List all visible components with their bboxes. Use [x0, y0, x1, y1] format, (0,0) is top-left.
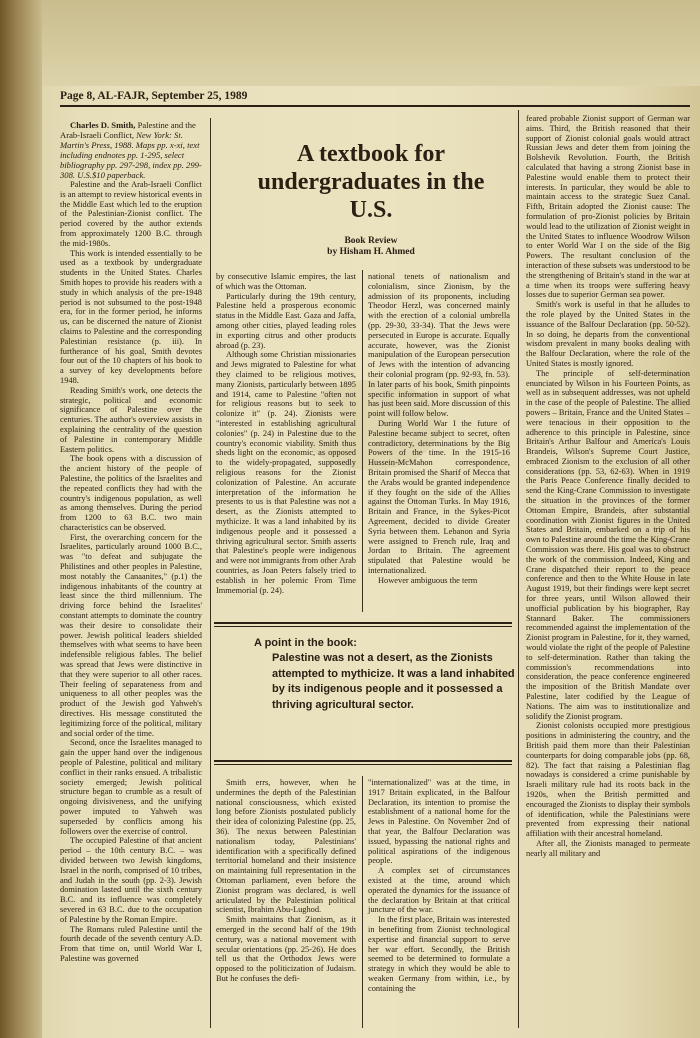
column-divider — [362, 776, 363, 1028]
paragraph: The occupied Palestine of that ancient period – the 10th century B.C. – was divided between two Jewish kingdoms, Israel in the north, comprised of 10 tribes, and Judah in the south (pp. 2-3). Jewish domination lasted until the sixth century B.C. and its influence was completely severed in 63 B.C. due to the occupation of Palestine by the Roman Empire. — [60, 836, 202, 924]
paragraph: First, the overarching concern for the Israelites, particularly around 1000 B.C., was "to defeat and subjugate the Philistines and other peoples in Palestine, most notably the Canaanites," (p.1) the indigenous inhabitants of the country at least since the third millennium. The driving force behind the Israelites' constant attempts to dominate the country was their desire to consolidate their power. Jewish political leaders shielded themselves with what seems to have been indefensible religious fables. The belief was spread that Jews were distinctive in that they were superior to all other races. Their feeling of separateness from and uniqueness to all other peoples was the product of the Jewish god Yahweh's directives. His message constituted the legitimizing force of the political, military and social order of the time. — [60, 532, 202, 738]
byline-author: by Hisham H. Ahmed — [327, 247, 415, 257]
article-column-3-lower — [368, 778, 510, 994]
article-column-1 — [60, 120, 202, 964]
paragraph: Smith's work is useful in that he alludes to the role played by the United States in the issuance of the Balfour Declaration (pp. 50-52). In so doing, he departs from the conventional wisdom prevalent in many books dealing with the Balfour Declaration, where the role of the United States is mostly ignored. — [526, 300, 690, 368]
paragraph: A complex set of circumstances existed at the time, around which operated the dynamics for the issuance of the declaration by Britain at that critical juncture of the war. — [368, 866, 510, 915]
byline-section: Book Review — [344, 236, 398, 246]
article-column-3 — [368, 272, 510, 586]
top-margin — [0, 0, 700, 86]
paragraph: by consecutive Islamic empires, the last of which was the Ottoman. — [216, 272, 356, 291]
paragraph: After all, the Zionists managed to permeate nearly all military and — [526, 838, 690, 858]
paragraph: Zionist colonists occupied more prestigious positions in administering the country, and the British paid them more than their Palestinian counterparts for doing comparable jobs (pp. 68, 82). The fact that raising a Palestinian flag nowadays is considered a crime punishable by Israeli military rule had its roots back in the 1920s, when the British permitted and encouraged the Zionists to display their symbols of identification, while the Palestinians were prevented from expressing their national affiliation with their ancestral homeland. — [526, 721, 690, 839]
pull-quote-bottom-rule — [214, 760, 512, 762]
paragraph: "internationalized" was at the time, in 1917 Britain explicated, in the Balfour Declaration, its intention to promise the establishment of a national home for the Jews in Palestine. On November 2nd of that year, the Balfour Declaration was issued, bypassing the national rights and political aspirations of the indigenous people. — [368, 778, 510, 866]
book-citation — [60, 120, 202, 180]
column-divider — [362, 270, 363, 612]
paragraph: In the first place, Britain was interested in benefiting from Zionist technological expertise and financial support to serve her war effort. Secondly, the British seemed to be determined to formulate a strategy in which they would be able to weaken Germany from within, i.e., by containing the — [368, 915, 510, 993]
article-column-2-lower — [216, 778, 356, 984]
paragraph: Smith errs, however, when he undermines the depth of the Palestinian national consciousness, which existed long before Zionists postulated publicly their idea of colonizing Palestine (pp. 25, 36). The nexus between Palestinian nationalism today, Palestinians' identification with a specifically defined territorial homeland and their insistence on maintaining full representation in the Ottoman parliament, even before the Zionist program was declared, is well articulated by the Palestinian political scientist, Ibrahim Abu-Lughod. — [216, 778, 356, 915]
column-divider — [518, 110, 519, 1028]
article-column-2 — [216, 272, 356, 595]
headline: A textbook for undergraduates in the U.S. — [257, 141, 485, 223]
paragraph: However ambiguous the term — [378, 575, 478, 585]
page-folio: Page 8, AL-FAJR, September 25, 1989 — [60, 90, 690, 107]
paragraph: feared probable Zionist support of German war aims. Third, the British reasoned that their support of Zionist colonial goals would attract Russian Jews and deter them from joining the Bolshevik Revolution. Fourth, the British calculated that having a strong Zionist base in Palestine would enable them to protect their interests. In particular, they would be able to maintain access to the strategic Suez Canal. Fifth, Britain adopted the Zionist cause: The formulation of pro-Zionist policies by Britain would lead to the utilization of Zionist weight in the United States to influence Woodrow Wilson to enter World War I on the side of the Big Powers. The resultant conclusion of the interaction of these subsets was understood to be the strengthening of Britain's stand in the war at a time when its troops were suffering heavy losses due to superior German sea power. — [526, 114, 690, 300]
citation-details: New York: St. Martin's Press, 1988. Maps pp. x-xi, text including endnotes pp. 1-295, select bibliography pp. 297-298, index pp. 299-308. U.S.$10 paperback. — [60, 130, 202, 180]
pull-quote-label: A point in the book: — [254, 637, 357, 649]
paragraph: Particularly during the 19th century, Palestine held a prosperous economic status in the Middle East. Gaza and Jaffa, among other cities, played leading roles in exporting citrus and other products abroad (p. 23). — [216, 291, 356, 350]
paragraph: During World War I the future of Palestine became subject to secret, often contradictory, determinations by the Big Powers of the time. In the 1915-16 Hussein-McMahon correspondence, Britain promised the Sharif of Mecca that the Arabs would be granted independence if they fought on the side of the Allies against the Ottoman Turks. In May 1916, Britain and France, in the Sykes-Picot Agreement, decided to divide Greater Syria between them. Lebanon and Syria were assigned to French rule, Iraq and Jordan to Britain. The agreement stipulated that Palestine would be internationalized. — [368, 418, 510, 575]
pull-quote — [254, 637, 516, 713]
paragraph: The book opens with a discussion of the ancient history of the people of Palestine, the politics of the Israelites and the repeated conflicts they had with the country's indigenous population, as well as among themselves. During the period from 1200 to 63 B.C. two main characteristics can be observed. — [60, 454, 202, 532]
paragraph: Reading Smith's work, one detects the strategic, political and economic significance of Palestine over the centuries. The author's overview assists in explaining the centrality of the question of Palestine in contemporary Middle Eastern politics. — [60, 385, 202, 454]
paragraph: Although some Christian missionaries and Jews migrated to Palestine for what they claimed to be religious motives, many Zionists, particularly between 1895 and 1914, came to Palestine "often not for religious reasons but to seek to colonize it" (p. 24). Zionists were "interested in establishing agricultural colonies" (p. 24) in Palestine due to the country's economic viability. Smith thus sheds light on the economic, as opposed to the widely-propagated, supposedly religious reasons for the Zionist colonization of Palestine. An accurate interpretation of the information he presents to us is that Palestine was not a desert, as the Zionists attempted to mythicize. It was a land inhabited by its indigenous people and it possessed a thriving agricultural sector. Smith asserts that Palestine's people were indigenous and were not immigrants from other Arab countries, as Joan Peters falsely tried to establish in her polemic From Time Immemorial (p. 24). — [216, 350, 356, 595]
pull-quote-top-rule — [214, 622, 512, 624]
paragraph: The Romans ruled Palestine until the fourth decade of the seventh century A.D. From that time on, until World War I, Palestine was governed — [60, 924, 202, 963]
pull-quote-top-rule-thin — [214, 626, 512, 627]
byline — [236, 236, 506, 258]
paragraph: The principle of self-determination enunciated by Wilson in his Fourteen Points, as well as in subsequent addresses, was not upheld in the case of the people of Palestine. The allied powers – Britain, France and the United States – were tenacious in their opposition to the adherence to this principle in Palestine, since Britain's Arthur Balfour and America's Louis Brandeis, Wilson's Supreme Court Justice, embraced Zionism to the exclusion of all other considerations (pp. 53, 62-63). When in 1919 the Paris Peace Conference finally decided to send the King-Crane Commission to investigate the situation in the provinces of the former Ottoman Empire, Brandeis, after substantial coordination with Zionist figures in the United States and Britain, embarked on a trip of his own to Palestine around the time the King-Crane Commission was there. His goal was to obstruct the work of the commission. Indeed, King and Crane dispatched their report to the peace conference and then to the White House in late August 1919, but their findings were kept secret for three years, until Wilson allowed their unofficial publication by his biographer, Ray Stannard Baker. The commissioners recommended against the implementation of the Zionist program in Palestine, for it, they warned, would violate the right of the people of Palestine to self-determination. Rather than taking the commission's recommendations into consideration, the peace conference engineered the imposition of the British Mandate over Palestine, later codified by the League of Nations. The aim was to institutionalize and solidify the Zionist program. — [526, 368, 690, 721]
citation-author: Charles D. Smith, — [70, 120, 136, 130]
paragraph: national tenets of nationalism and colonialism, since Zionism, by the admission of its proponents, including Theodor Herzl, was concerned mainly with the erection of a colonial umbrella (pp. 29-30, 33-34). That the Jews were persecuted in Europe is accurate. Equally accurate, however, was the Zionist manipulation of the European persecution of Jews with the intention of advancing their colonial program (pp. 92-93, fn. 53). In later parts of his book, Smith pinpoints specific information in support of what has just been said. More discussion of this point will follow below. — [368, 272, 510, 419]
paragraph: This work is intended essentially to be used as a textbook by undergraduate students in the United States. Charles Smith hopes to provide his readers with a study in which analysis of the pre-1948 period is not subsumed to the post-1948 era, for in the former period, he informs us, can be discerned the nature of Zionist claims to Palestine and the corresponding Palestinian resistance (p. iii). In furtherance of his goal, Smith devotes four out of the 10 chapters of his book to a survey of key developments before 1948. — [60, 248, 202, 385]
paragraph: Palestine and the Arab-Israeli Conflict is an attempt to review historical events in the Middle East which led to the eruption of the Palestinian-Zionist conflict. The period covered by the author extends from approximately 1200 B.C. through the mid-1980s. — [60, 180, 202, 248]
paragraph: Smith maintains that Zionism, as it emerged in the second half of the 19th century, was a national movement with secular orientations (pp. 25-26). He does tell us that the Orthodox Jews were opposed to the politicization of Judaism. But he confuses the defi- — [216, 915, 356, 983]
citation-title: Palestine and the Arab-Israeli Conflict, — [60, 120, 196, 140]
pull-quote-text: Palestine was not a desert, as the Zionists attempted to mythicize. It was a land inhabited by its indigenous people and it possessed a thriving agricultural sector. — [272, 652, 515, 711]
paragraph: Second, once the Israelites managed to gain the upper hand over the indigenous people of Palestine, political and military conflict in their ranks ensued. A tribalistic society emerged; Jewish political structure began to crumble as a result of ongoing divisiveness, and the unifying power imputed to Yahweh was superseded by conflicts among his followers over the exercise of control. — [60, 738, 202, 836]
column-divider — [210, 118, 211, 1028]
pull-quote-bottom-rule-thin — [214, 764, 512, 765]
binding-strip — [0, 0, 42, 1038]
article-column-4 — [526, 114, 690, 859]
